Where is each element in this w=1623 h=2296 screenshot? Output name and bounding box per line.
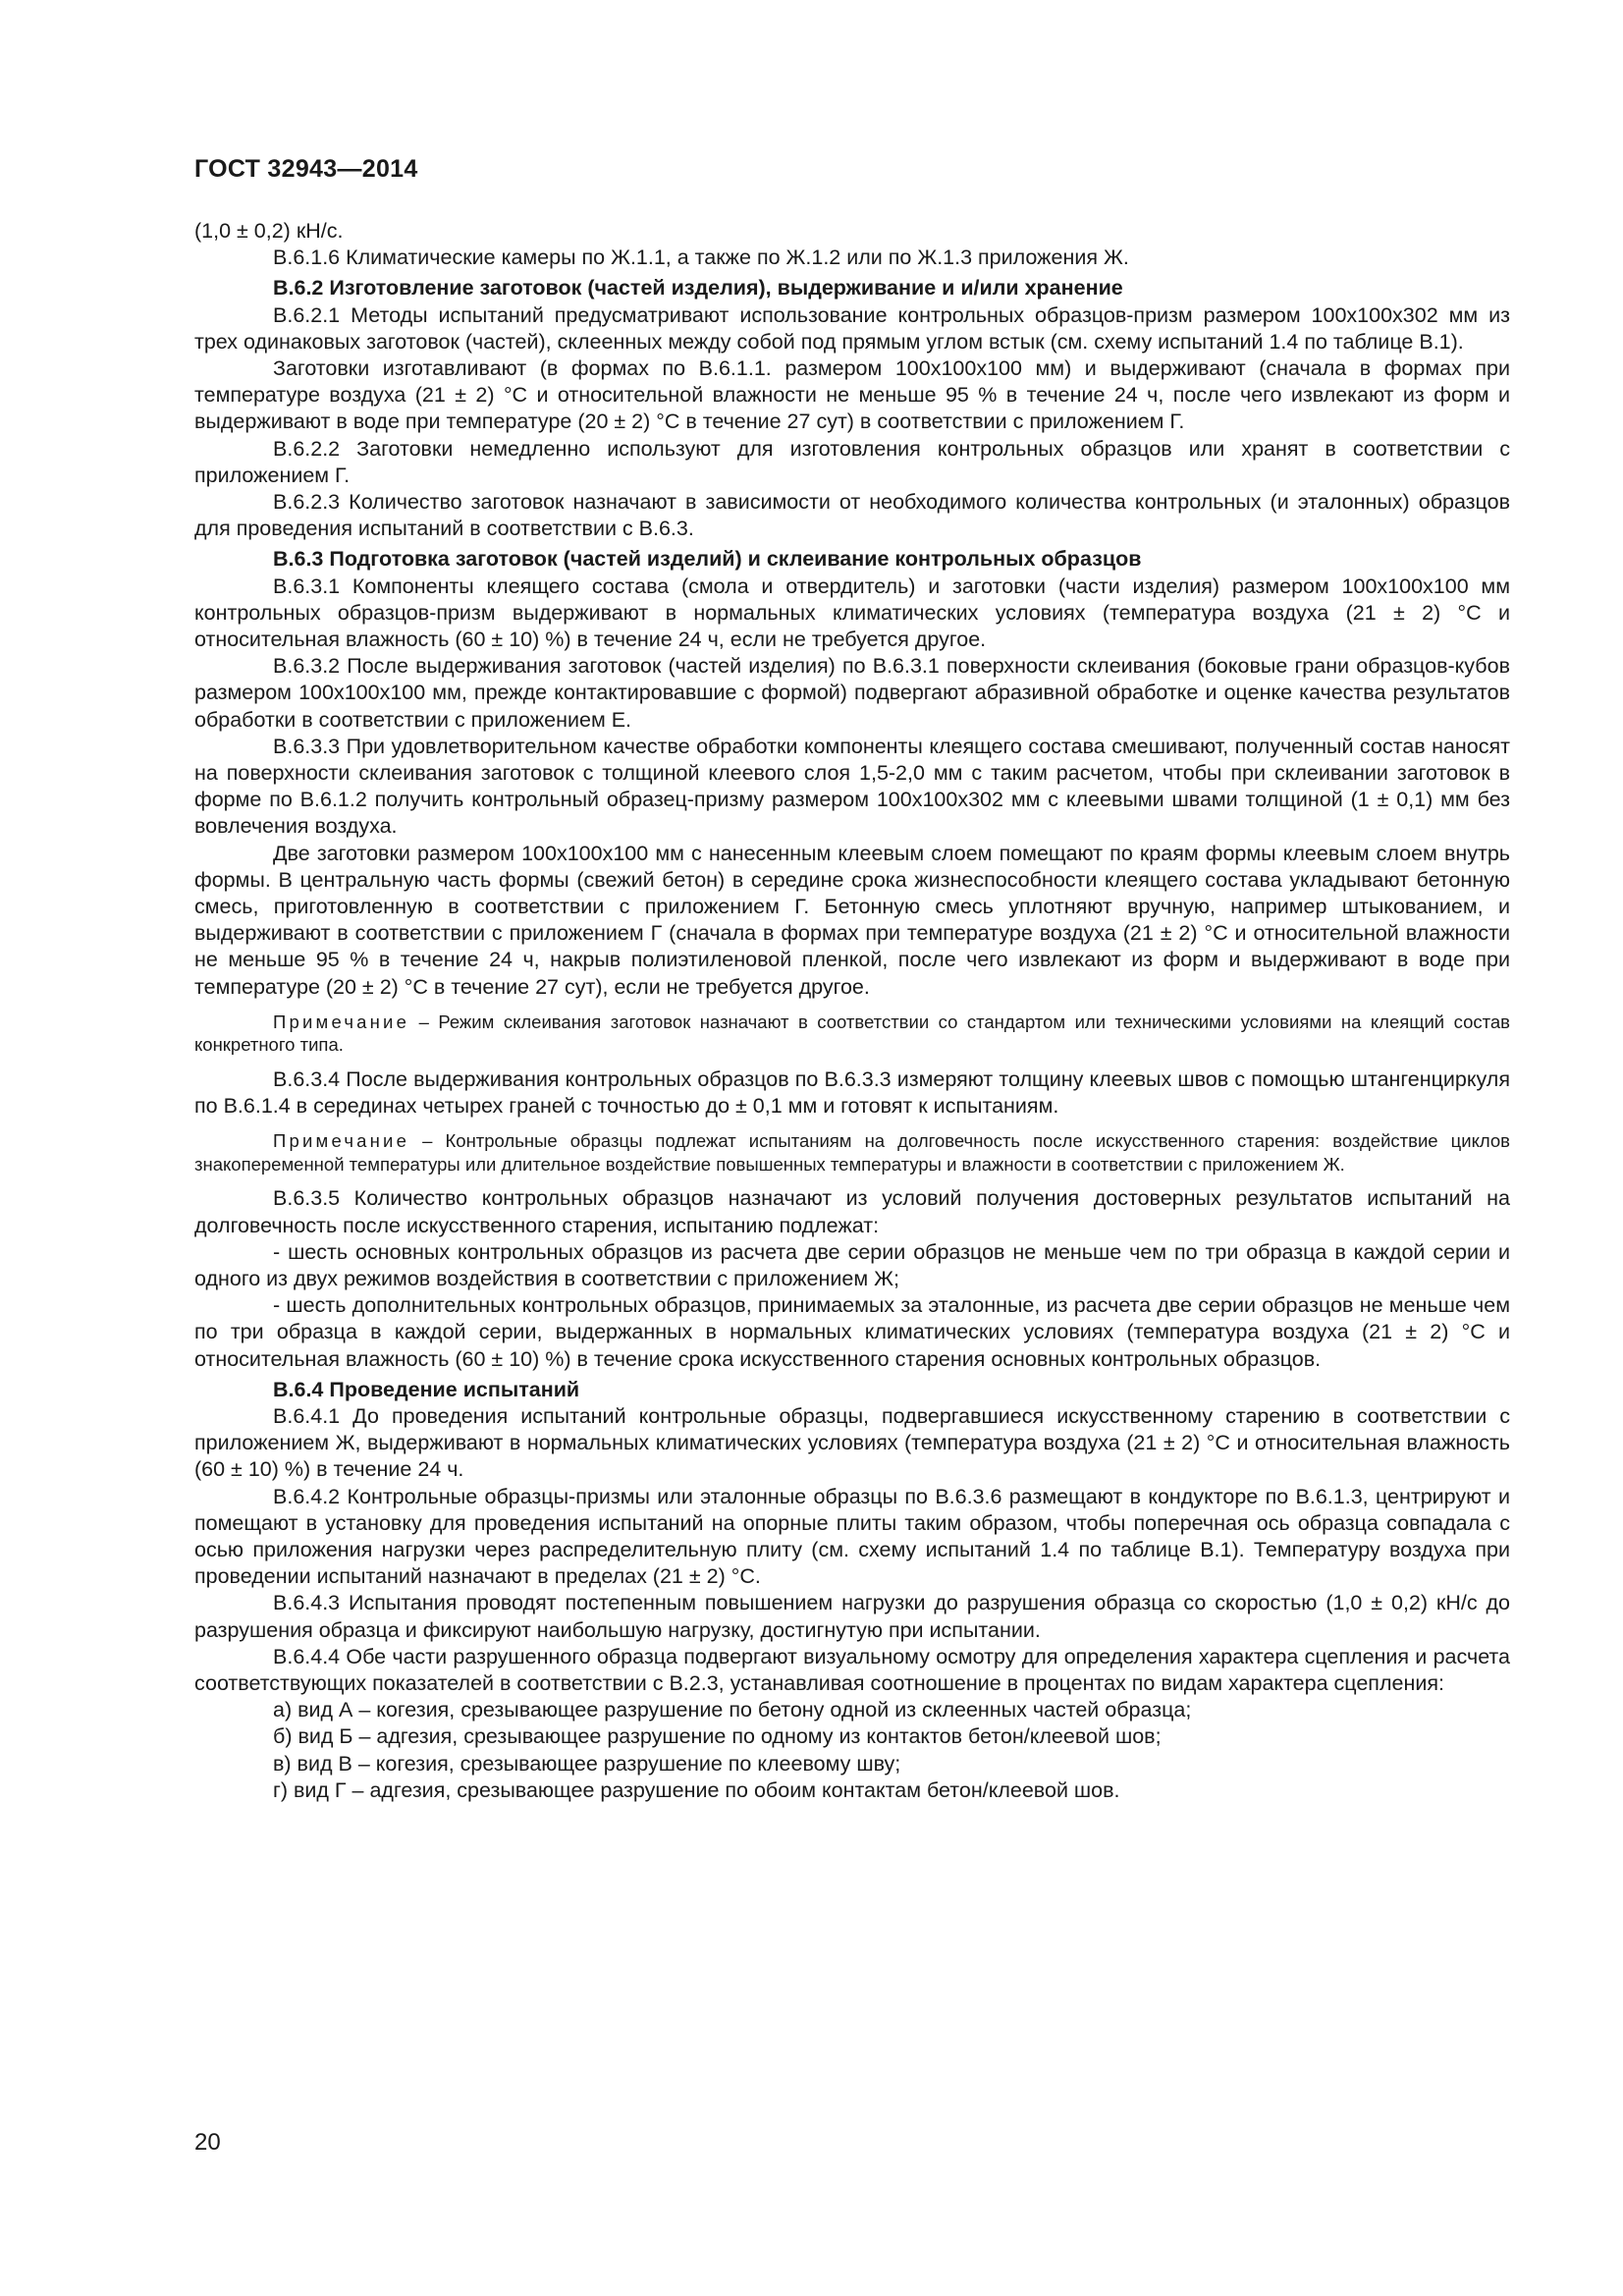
document-code-header: ГОСТ 32943—2014 [194, 155, 418, 183]
body-paragraph: В.6.4.3 Испытания проводят постепенным повышением нагрузки до разрушения образца со скоростью (1,0 ± 0,2) кН/с до разрушения образца и фиксируют наибольшую нагрузку, достигнутую при испытании. [194, 1591, 1510, 1642]
section-heading: В.6.4 Проведение испытаний [273, 1377, 580, 1401]
section-heading: В.6.2 Изготовление заготовок (частей изделия), выдерживание и и/или хранение [273, 276, 1123, 301]
note-text: – Контрольные образцы подлежат испытаниям на долговечность после искусственного старения: воздействие циклов знакопеременной температуры или длительное воздействие повышенных температуры и влажности в соответствии с приложением Ж. [194, 1130, 1510, 1175]
list-item: г) вид Г – адгезия, срезывающее разрушение по обоим контактам бетон/клеевой шов. [273, 1777, 1120, 1802]
body-paragraph: В.6.3.2 После выдерживания заготовок (частей изделия) по В.6.3.1 поверхности склеивания (боковые грани образцов-кубов размером 100x100x100 мм, прежде контактировавшие с формой) подвергают абразивной обработке и оценке качества результатов обработки в соответствии с приложением Е. [194, 654, 1510, 732]
list-item: а) вид А – когезия, срезывающее разрушение по бетону одной из склеенных частей образца; [273, 1698, 1192, 1722]
body-paragraph: В.6.3.4 После выдерживания контрольных образцов по В.6.3.3 измеряют толщину клеевых швов с помощью штангенциркуля по В.6.1.4 в серединах четырех граней с точностью до ± 0,1 мм и готовят к испытаниям. [194, 1066, 1510, 1119]
body-paragraph: Две заготовки размером 100x100x100 мм с нанесенным клеевым слоем помещают по краям формы клеевым слоем внутрь формы. В центральную часть формы (свежий бетон) в середине срока жизнеспособности клеящего состава укладывают бетонную смесь, приготовленную в соответствии с приложением Г. Бетонную смесь уплотняют вручную, например штыкованием, и выдерживают в соответствии с приложением Г (сначала в формах при температуре воздуха (21 ± 2) °С и относительной влажности не меньше 95 % в течение 24 ч, накрыв полиэтиленовой пленкой, после чего извлекают из форм и выдерживают в воде при температуре (20 ± 2) °С в течение 27 сут), если не требуется другое. [194, 841, 1510, 999]
section-heading: В.6.3 Подготовка заготовок (частей изделий) и склеивание контрольных образцов [273, 547, 1142, 572]
body-paragraph: В.6.4.4 Обе части разрушенного образца подвергают визуальному осмотру для определения характера сцепления и расчета соответствующих показателей в соответствии с В.2.3, устанавливая соотношение в процентах по видам характера сцепления: [194, 1644, 1510, 1695]
body-paragraph: - шесть дополнительных контрольных образцов, принимаемых за эталонные, из расчета две серии образцов не меньше чем по три образца в каждой серии, выдержанных в нормальных климатических условиях (температура воздуха (21 ± 2) °С и относительная влажность (60 ± 10) %) в течение срока искусственного старения основных контрольных образцов. [194, 1293, 1510, 1371]
body-paragraph: - шесть основных контрольных образцов из расчета две серии образцов не меньше чем по три образца в каждой серии и одного из двух режимов воздействия в соответствии с приложением Ж; [194, 1239, 1510, 1290]
note-paragraph [194, 1011, 1510, 1057]
body-paragraph: Заготовки изготавливают (в формах по В.6.1.1. размером 100x100x100 мм) и выдерживают (сначала в формах при температуре воздуха (21 ± 2) °С и относительной влажности не меньше 95 % в течение 24 ч, после чего извлекают из форм и выдерживают в воде при температуре (20 ± 2) °С в течение 27 сут) в соответствии с приложением Г. [194, 356, 1510, 434]
document-body [194, 218, 1510, 1804]
body-paragraph: (1,0 ± 0,2) кН/с. [194, 219, 344, 243]
body-paragraph: В.6.4.1 До проведения испытаний контрольные образцы, подвергавшиеся искусственному старению в соответствии с приложением Ж, выдерживают в нормальных климатических условиях (температура воздуха (21 ± 2) °С и относительная влажность (60 ± 10) %) в течение 24 ч. [194, 1403, 1510, 1482]
body-paragraph: В.6.2.2 Заготовки немедленно используют для изготовления контрольных образцов или хранят в соответствии с приложением Г. [194, 436, 1510, 487]
body-paragraph: В.6.3.3 При удовлетворительном качестве обработки компоненты клеящего состава смешивают, полученный состав наносят на поверхности склеивания заготовок с толщиной клеевого слоя 1,5-2,0 мм с таким расчетом, чтобы при склеивании заготовок в форме по В.6.1.2 получить контрольный образец-призму размером 100x100x302 мм с клеевыми швами толщиной (1 ± 0,1) мм без вовлечения воздуха. [194, 734, 1510, 839]
list-item: б) вид Б – адгезия, срезывающее разрушение по одному из контактов бетон/клеевой шов; [273, 1724, 1162, 1749]
body-paragraph: В.6.3.5 Количество контрольных образцов назначают из условий получения достоверных результатов испытаний на долговечность после искусственного старения, испытанию подлежат: [194, 1186, 1510, 1237]
note-label: Примечание [273, 1011, 410, 1032]
body-paragraph: В.6.1.6 Климатические камеры по Ж.1.1, а также по Ж.1.2 или по Ж.1.3 приложения Ж. [273, 246, 1129, 270]
body-paragraph: В.6.3.1 Компоненты клеящего состава (смола и отвердитель) и заготовки (части изделия) размером 100x100x100 мм контрольных образцов-призм выдерживают в нормальных климатических условиях (температура воздуха (21 ± 2) °С и относительная влажность (60 ± 10) %) в течение 24 ч, если не требуется другое. [194, 574, 1510, 652]
body-paragraph: В.6.4.2 Контрольные образцы-призмы или эталонные образцы по В.6.3.6 размещают в кондукторе по В.6.1.3, центрируют и помещают в установку для проведения испытаний на опорные плиты таким образом, чтобы поперечная ось образца совпадала с осью приложения нагрузки через распределительную плиту (см. схему испытаний 1.4 по таблице В.1). Температуру воздуха при проведении испытаний назначают в пределах (21 ± 2) °С. [194, 1484, 1510, 1589]
note-label: Примечание [273, 1130, 410, 1152]
note-paragraph [194, 1129, 1510, 1175]
note-text: – Режим склеивания заготовок назначают в соответствии со стандартом или техническими условиями на клеящий состав конкретного типа. [194, 1011, 1510, 1056]
list-item: в) вид В – когезия, срезывающее разрушение по клеевому шву; [273, 1751, 901, 1776]
page-number: 20 [194, 2129, 221, 2156]
body-paragraph: В.6.2.3 Количество заготовок назначают в зависимости от необходимого количества контрольных (и эталонных) образцов для проведения испытаний в соответствии с В.6.3. [194, 490, 1510, 541]
body-paragraph: В.6.2.1 Методы испытаний предусматривают использование контрольных образцов-призм размером 100x100x302 мм из трех одинаковых заготовок (частей), склеенных между собой под прямым углом встык (см. схему испытаний 1.4 по таблице В.1). [194, 302, 1510, 354]
